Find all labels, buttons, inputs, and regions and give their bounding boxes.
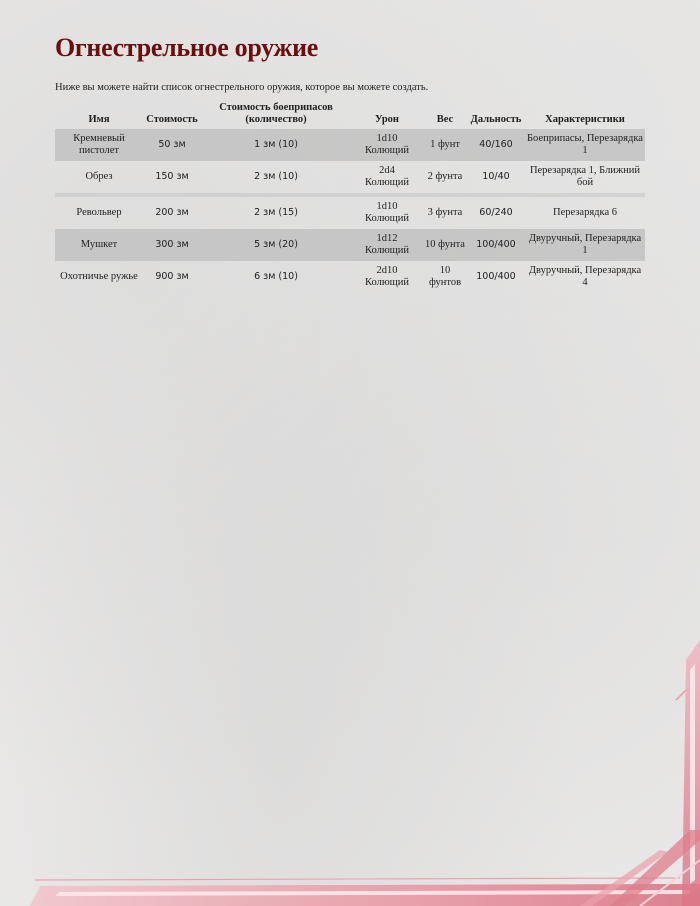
cell-name: Револьвер	[76, 207, 122, 218]
cell-name: Охотничье ружье	[60, 271, 138, 282]
cell-properties: Двуручный, Перезарядка 4	[528, 265, 642, 288]
damage-dice: 2d4	[379, 165, 395, 176]
page-title: Огнестрельное оружие	[55, 33, 319, 62]
cell-properties: Перезарядка 1, Ближний бой	[529, 165, 641, 188]
cell-ammo: 1 зм (10)	[201, 129, 351, 161]
col-header-name: Имя	[88, 114, 110, 125]
cell-cost: 50 зм	[143, 129, 201, 161]
damage-dice: 1d12	[376, 233, 398, 244]
cell-weight: 10 фунтов	[428, 265, 462, 288]
damage-dice: 1d10	[376, 133, 398, 144]
col-header-weight: Вес	[436, 114, 454, 125]
table-header-row	[55, 100, 645, 129]
cell-properties: Перезарядка 6	[553, 207, 617, 218]
damage-type: Колющий	[365, 145, 409, 156]
cell-range: 100/400	[476, 271, 516, 282]
cell-name: Мушкет	[55, 229, 143, 261]
cell-damage	[351, 229, 423, 261]
firearms-table	[55, 100, 645, 293]
cell-weight: 2 фунта	[427, 171, 463, 182]
cell-properties: Двуручный, Перезарядка 1	[525, 229, 645, 261]
cell-cost: 300 зм	[143, 229, 201, 261]
cell-weight: 10 фунта	[423, 229, 467, 261]
col-header-ammo: Стоимость боеприпасов (количество)	[219, 102, 333, 125]
col-header-damage: Урон	[375, 114, 399, 125]
cell-cost: 150 зм	[155, 171, 189, 182]
damage-dice: 1d10	[376, 201, 398, 212]
damage-type: Колющий	[365, 213, 409, 224]
cell-ammo: 5 зм (20)	[201, 229, 351, 261]
cell-ammo: 2 зм (10)	[254, 171, 298, 182]
cell-name: Обрез	[85, 171, 113, 182]
cell-range: 10/40	[482, 171, 510, 182]
damage-type: Колющий	[365, 245, 409, 256]
table-row	[55, 161, 645, 193]
cell-cost: 200 зм	[155, 207, 189, 218]
col-header-range: Дальность	[470, 114, 522, 125]
table-row	[55, 197, 645, 229]
table-row	[55, 261, 645, 293]
cell-ammo: 6 зм (10)	[254, 271, 298, 282]
table-row	[55, 229, 645, 261]
damage-type: Колющий	[365, 277, 409, 288]
cell-range: 60/240	[479, 207, 513, 218]
cell-cost: 900 зм	[155, 271, 189, 282]
cell-damage	[351, 197, 423, 229]
cell-damage	[351, 161, 423, 193]
cell-weight: 3 фунта	[427, 207, 463, 218]
cell-damage	[351, 261, 423, 293]
table-row	[55, 129, 645, 161]
cell-name: Кремневый пистолет	[55, 129, 143, 161]
cell-range: 100/400	[467, 229, 525, 261]
intro-text: Ниже вы можете найти список огнестрельного оружия, которое вы можете создать.	[55, 82, 429, 93]
damage-type: Колющий	[365, 177, 409, 188]
cell-properties: Боеприпасы, Перезарядка 1	[525, 129, 645, 161]
col-header-properties: Характеристики	[545, 114, 625, 125]
cell-ammo: 2 зм (15)	[254, 207, 298, 218]
col-header-cost: Стоимость	[146, 114, 198, 125]
damage-dice: 2d10	[376, 265, 398, 276]
cell-range: 40/160	[467, 129, 525, 161]
cell-weight: 1 фунт	[423, 129, 467, 161]
cell-damage	[351, 129, 423, 161]
